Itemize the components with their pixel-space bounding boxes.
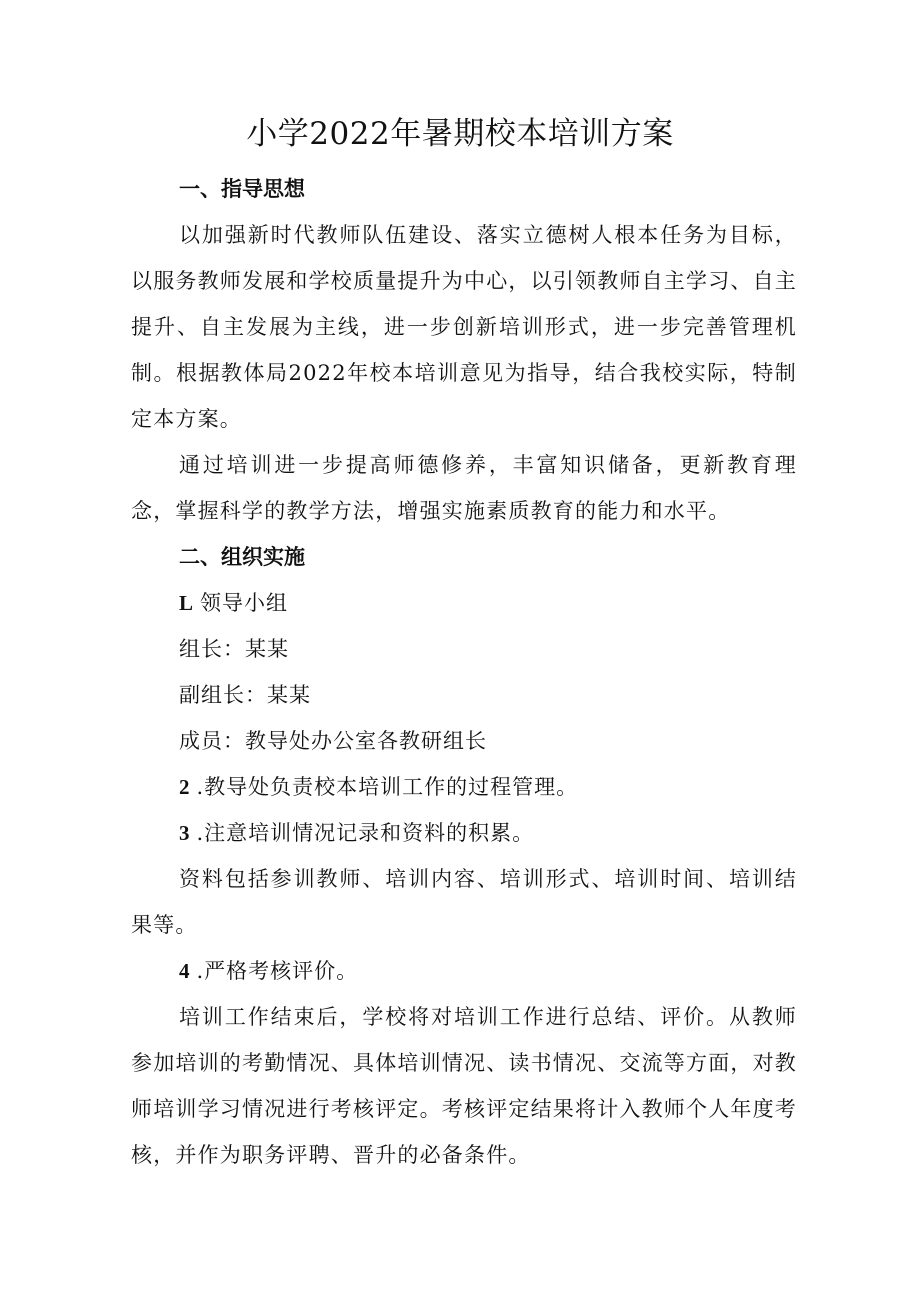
list-item-leadership-group [131,580,797,626]
list-item-text: .注意培训情况记录和资料的积累。 [196,821,535,845]
list-item-number: 2 [179,775,191,799]
members-line: 成员：教导处办公室各教研组长 [179,729,487,753]
document-title: 小学2022年暑期校本培训方案 [246,116,674,152]
list-item-records [131,810,797,856]
list-item-text: .严格考核评价。 [196,959,359,983]
list-item-number: 4 [179,959,191,983]
list-item-text: 领导小组 [200,591,289,615]
vice-leader-line: 副组长：某某 [179,683,311,707]
list-item-number: L [179,591,195,615]
list-item-assessment [131,948,797,994]
section-heading-guiding-thought: 一、指导思想 [179,176,305,201]
section-heading-organization: 二、组织实施 [179,544,305,569]
list-item-number: 3 [179,821,191,845]
paragraph-guiding-thought-2: 通过培训进一步提高师德修养，丰富知识储备，更新教育理念，掌握科学的教学方法，增强实施素质教育的能力和水平。 [131,453,797,523]
list-item-process-management [131,764,797,810]
list-item-text: .教导处负责校本培训工作的过程管理。 [196,775,579,799]
leader-line: 组长：某某 [179,637,289,661]
paragraph-assessment: 培训工作结束后，学校将对培训工作进行总结、评价。从教师参加培训的考勤情况、具体培训情况、读书情况、交流等方面，对教师培训学习情况进行考核评定。考核评定结果将计入教师个人年度考核，并作为职务评聘、晋升的必备条件。 [131,1005,797,1167]
paragraph-records: 资料包括参训教师、培训内容、培训形式、培训时间、培训结果等。 [131,867,797,937]
document-body [131,166,797,1178]
paragraph-guiding-thought-1: 以加强新时代教师队伍建设、落实立德树人根本任务为目标，以服务教师发展和学校质量提升为中心，以引领教师自主学习、自主提升、自主发展为主线，进一步创新培训形式，进一步完善管理机制。根据教体局2022年校本培训意见为指导，结合我校实际，特制定本方案。 [131,223,797,431]
